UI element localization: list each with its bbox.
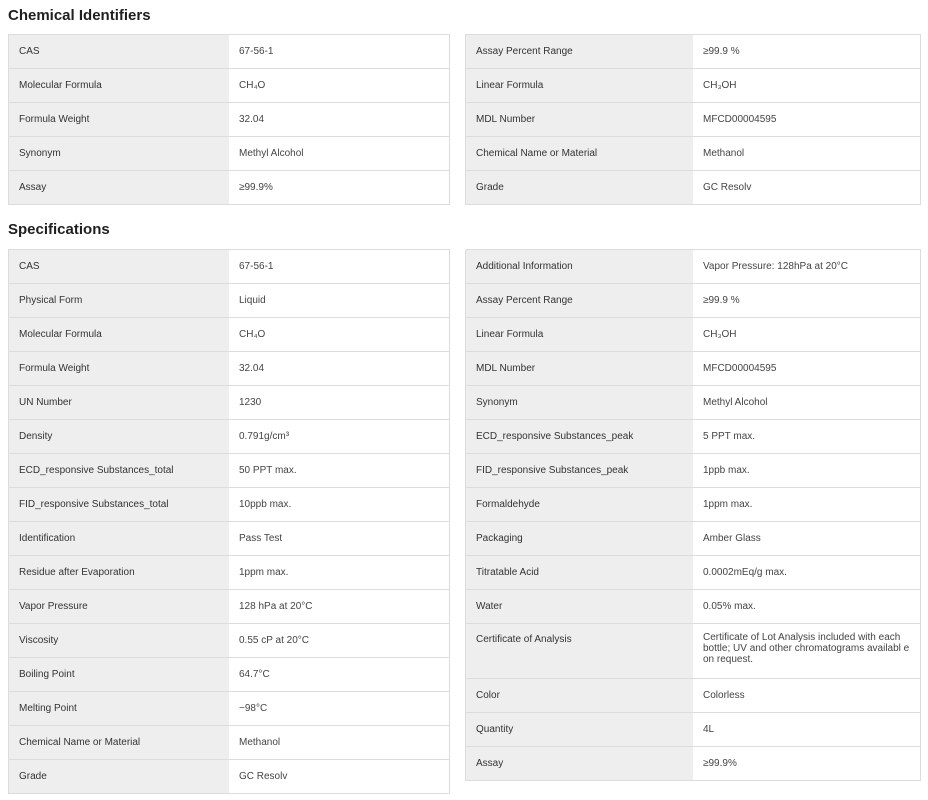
- row-key: Formula Weight: [9, 103, 229, 136]
- row-value: 1ppm max.: [703, 499, 753, 510]
- row-value: 0.05% max.: [703, 601, 756, 612]
- table-row: [466, 69, 920, 103]
- row-key: Formaldehyde: [466, 488, 693, 521]
- table-row: [9, 318, 449, 352]
- table-row: [466, 171, 920, 205]
- row-value: CH₃OH: [703, 80, 737, 91]
- table-row: [466, 522, 920, 556]
- row-value: −98°C: [239, 703, 268, 714]
- table-row: [466, 250, 920, 284]
- row-key: Grade: [466, 171, 693, 204]
- table-row: [466, 420, 920, 454]
- row-key: Physical Form: [9, 284, 229, 317]
- row-key: Boiling Point: [9, 658, 229, 691]
- table-row: [466, 352, 920, 386]
- table-row: [9, 726, 449, 760]
- row-value: CH₄O: [239, 329, 266, 340]
- row-key: Linear Formula: [466, 318, 693, 351]
- row-key: Water: [466, 590, 693, 623]
- row-value: Liquid: [239, 295, 266, 306]
- row-value: ≥99.9 %: [703, 46, 740, 57]
- row-key: Density: [9, 420, 229, 453]
- row-value: Amber Glass: [703, 533, 761, 544]
- table-row: [9, 284, 449, 318]
- table-row: [466, 713, 920, 747]
- row-key: Molecular Formula: [9, 318, 229, 351]
- table-row: [466, 454, 920, 488]
- table-row: [466, 137, 920, 171]
- row-key: Residue after Evaporation: [9, 556, 229, 589]
- table-row: [466, 556, 920, 590]
- table-row: [9, 590, 449, 624]
- row-value: 5 PPT max.: [703, 431, 756, 442]
- row-value: 1ppb max.: [703, 465, 750, 476]
- specifications-table-left: [8, 249, 450, 794]
- row-key: Chemical Name or Material: [466, 137, 693, 170]
- row-key: Grade: [9, 760, 229, 793]
- row-value: 0.791g/cm³: [239, 431, 290, 442]
- table-row: [466, 35, 920, 69]
- table-row: [466, 318, 920, 352]
- row-key: CAS: [9, 250, 229, 283]
- row-key: Vapor Pressure: [9, 590, 229, 623]
- row-key: Assay: [9, 171, 229, 204]
- table-row: [9, 420, 449, 454]
- row-value: Vapor Pressure: 128hPa at 20°C: [703, 261, 849, 272]
- row-value: 67-56-1: [239, 46, 274, 57]
- row-key: Molecular Formula: [9, 69, 229, 102]
- table-row: [466, 590, 920, 624]
- row-key: CAS: [9, 35, 229, 68]
- row-value: 1230: [239, 397, 262, 408]
- table-row: [9, 103, 449, 137]
- row-value: 128 hPa at 20°C: [239, 601, 313, 612]
- row-value: Pass Test: [239, 533, 283, 544]
- table-row: [9, 624, 449, 658]
- row-value: ≥99.9%: [703, 758, 737, 769]
- row-key: Linear Formula: [466, 69, 693, 102]
- row-key: Chemical Name or Material: [9, 726, 229, 759]
- specifications-table-right: [465, 249, 921, 781]
- row-value: 67-56-1: [239, 261, 274, 272]
- row-key: FID_responsive Substances_total: [9, 488, 229, 521]
- row-key: Color: [466, 679, 693, 712]
- row-value: Methanol: [703, 148, 745, 159]
- row-key: Synonym: [466, 386, 693, 419]
- table-row: [466, 747, 920, 781]
- table-row: [9, 137, 449, 171]
- table-row: [9, 658, 449, 692]
- row-value: 0.0002mEq/g max.: [703, 567, 787, 578]
- row-key: Assay Percent Range: [466, 35, 693, 68]
- chemical-identifiers-title: Chemical Identifiers: [8, 7, 151, 24]
- row-value: 1ppm max.: [239, 567, 289, 578]
- row-key: ECD_responsive Substances_total: [9, 454, 229, 487]
- table-row: [466, 284, 920, 318]
- table-row: [9, 69, 449, 103]
- chemical-identifiers-table-left: [8, 34, 450, 205]
- row-key: Additional Information: [466, 250, 693, 283]
- row-key: Titratable Acid: [466, 556, 693, 589]
- table-row: [9, 760, 449, 794]
- table-row: [466, 103, 920, 137]
- row-value: GC Resolv: [703, 182, 752, 193]
- row-value: MFCD00004595: [703, 114, 777, 125]
- row-key: UN Number: [9, 386, 229, 419]
- table-row: [9, 352, 449, 386]
- row-value: 0.55 cP at 20°C: [239, 635, 309, 646]
- row-value: 32.04: [239, 114, 265, 125]
- table-row: [9, 35, 449, 69]
- row-key: FID_responsive Substances_peak: [466, 454, 693, 487]
- row-value: Methanol: [239, 737, 281, 748]
- table-row: [9, 454, 449, 488]
- row-value: CH₃OH: [703, 329, 737, 340]
- row-key: MDL Number: [466, 352, 693, 385]
- row-value: GC Resolv: [239, 771, 288, 782]
- row-value: Methyl Alcohol: [239, 148, 304, 159]
- table-row: [466, 386, 920, 420]
- row-key: Synonym: [9, 137, 229, 170]
- row-value: MFCD00004595: [703, 363, 777, 374]
- row-key: Quantity: [466, 713, 693, 746]
- table-row: [9, 692, 449, 726]
- row-key: Certificate of Analysis: [466, 624, 693, 678]
- row-value: Methyl Alcohol: [703, 397, 768, 408]
- row-value: ≥99.9%: [239, 182, 273, 193]
- row-value: 4L: [703, 724, 715, 735]
- table-row: [466, 624, 920, 679]
- row-key: Formula Weight: [9, 352, 229, 385]
- row-key: Melting Point: [9, 692, 229, 725]
- row-value: ≥99.9 %: [703, 295, 740, 306]
- row-key: Viscosity: [9, 624, 229, 657]
- table-row: [9, 386, 449, 420]
- row-value: Certificate of Lot Analysis included with each bottle; UV and other chromatograms availabl e on request.: [703, 632, 910, 665]
- table-row: [9, 171, 449, 205]
- row-key: Assay: [466, 747, 693, 780]
- specifications-title: Specifications: [8, 221, 110, 238]
- row-key: Packaging: [466, 522, 693, 555]
- table-row: [9, 250, 449, 284]
- table-row: [9, 556, 449, 590]
- row-value: 10ppb max.: [239, 499, 292, 510]
- row-value: Colorless: [703, 690, 745, 701]
- row-value: 32.04: [239, 363, 265, 374]
- row-key: MDL Number: [466, 103, 693, 136]
- row-value: CH₄O: [239, 80, 266, 91]
- row-key: ECD_responsive Substances_peak: [466, 420, 693, 453]
- row-value: 50 PPT max.: [239, 465, 297, 476]
- table-row: [466, 488, 920, 522]
- chemical-identifiers-table-right: [465, 34, 921, 205]
- table-row: [466, 679, 920, 713]
- table-row: [9, 522, 449, 556]
- row-key: Identification: [9, 522, 229, 555]
- table-row: [9, 488, 449, 522]
- row-key: Assay Percent Range: [466, 284, 693, 317]
- row-value: 64.7°C: [239, 669, 270, 680]
